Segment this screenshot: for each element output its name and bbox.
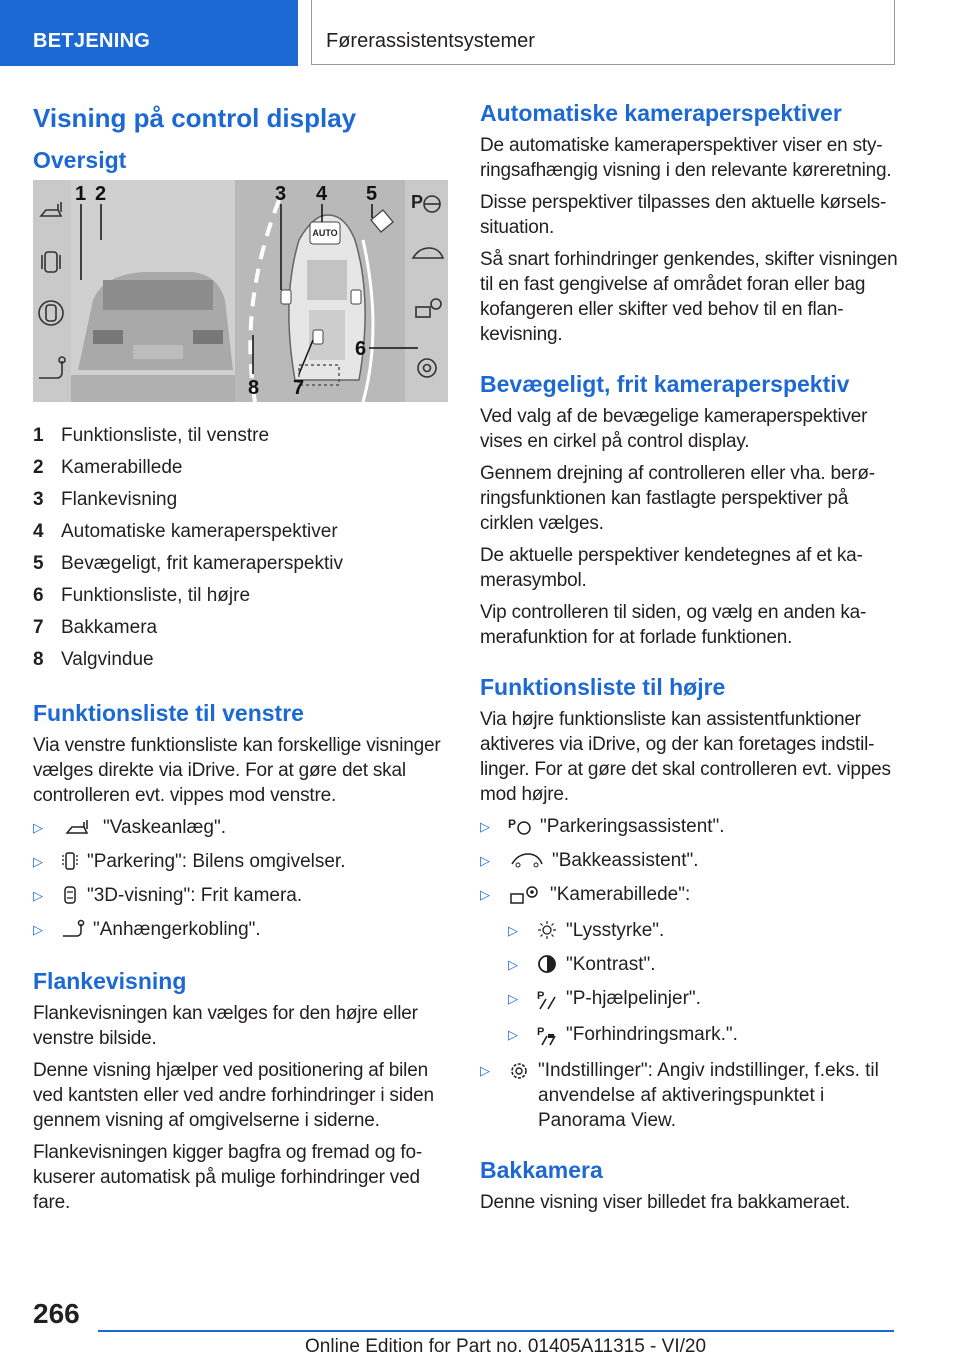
- bullet-sublist: [508, 918, 900, 1051]
- heading-oversigt: Oversigt: [33, 147, 127, 173]
- paragraph: Disse perspektiver tilpasses den aktuelle kørselssituation.: [480, 192, 887, 238]
- callout-7: 7: [293, 377, 305, 399]
- list-item: ▷ P "Forhindringsmark.".: [508, 1022, 900, 1051]
- legend-item: 8 Valgvindue: [33, 649, 154, 670]
- right-function-strip: [405, 180, 448, 402]
- legend-item: 1 Funktionsliste, til venstre: [33, 425, 270, 446]
- list-item: ▷ "Indstillinger": Angiv indstillinger, f.eks. til anvendelse af aktiveringspunktet i Panorama View.: [480, 1060, 879, 1131]
- footer-rule: [98, 1330, 894, 1332]
- list-item: ▷ "Kontrast".: [508, 952, 900, 979]
- header-chapter-tab: [311, 0, 895, 65]
- section-title: BETJENING: [33, 30, 151, 52]
- contrast-icon: [536, 954, 558, 979]
- legend-item: 2 Kamerabillede: [33, 457, 183, 478]
- paragraph: Gennem drejning af controlleren eller vha. berøringsfunktionen kan fastlagte perspektiver på cirklen vælges.: [480, 463, 876, 534]
- paragraph: Ved valg af de bevægelige kameraperspektiver vises en cirkel på control display.: [480, 406, 868, 452]
- bullet-list-settings: [480, 1058, 900, 1133]
- list-item: ▷ "Bakkeassistent".: [480, 848, 900, 875]
- paragraph: Flankevisningen kigger bagfra og fremad og fokuserer automatisk på mulige forhindringer ved fare.: [33, 1142, 423, 1213]
- hitch-icon: [61, 919, 85, 944]
- callout-2: 2: [95, 183, 107, 205]
- figure-illustration: [33, 180, 448, 402]
- p-icon: P: [411, 192, 424, 212]
- page-number: 266: [33, 1298, 80, 1329]
- callout-3: 3: [275, 183, 287, 205]
- paragraph: Via højre funktionsliste kan assistentfunktioner aktiveres via iDrive, og der kan foretages indstillinger. For at gøre det skal controlleren evt. vippes mod højre.: [480, 709, 891, 805]
- bullet-list-venstre: [33, 815, 448, 944]
- callout-1: 1: [75, 183, 87, 205]
- legend-item: 7 Bakkamera: [33, 617, 158, 638]
- washer-icon: [61, 817, 95, 842]
- gear-icon: [508, 1060, 530, 1087]
- paragraph: De automatiske kameraperspektiver viser en styringsafhængig visning i den relevante køreretning.: [480, 135, 892, 181]
- legend-list: [33, 420, 448, 676]
- page-title: Visning på control display: [33, 103, 357, 133]
- left-column: [33, 100, 448, 1222]
- hill-assist-icon: [508, 850, 544, 875]
- list-item: ▷ "Anhængerkobling".: [33, 917, 448, 944]
- heading-automatiske: Automatiske kameraperspektiver: [480, 100, 842, 126]
- legend-item: 5 Bevægeligt, frit kameraperspektiv: [33, 553, 343, 574]
- callout-5: 5: [366, 183, 378, 205]
- parking-icon: [61, 851, 79, 876]
- list-item: ▷ "Lysstyrke".: [508, 918, 900, 945]
- paragraph: Flankevisningen kan vælges for den højre eller venstre bilside.: [33, 1003, 418, 1049]
- callout-6: 6: [355, 338, 367, 360]
- right-column: [480, 100, 900, 1222]
- legend-item: 6 Funktionsliste, til højre: [33, 585, 251, 606]
- paragraph: Denne visning hjælper ved positionering af bilen ved kantsten eller ved andre forhindringer i siden gennem visning af omgivelserne i siderne.: [33, 1060, 434, 1131]
- svg-text:P: P: [537, 1026, 545, 1038]
- paragraph: Vip controlleren til siden, og vælg en anden kamerafunktion for at forlade funktionen.: [480, 602, 867, 648]
- camera-settings-icon: [508, 884, 542, 911]
- brightness-icon: [536, 920, 558, 945]
- parking-assistant-icon: [508, 816, 532, 841]
- heading-bakkamera: Bakkamera: [480, 1157, 603, 1183]
- list-item: ▷ "3D-visning": Frit kamera.: [33, 883, 448, 910]
- callout-8: 8: [248, 377, 260, 399]
- control-display-figure: [33, 180, 448, 402]
- footer-edition: Online Edition for Part no. 01405A11315 - VI/20: [305, 1336, 707, 1357]
- callout-4: 4: [316, 183, 328, 205]
- heading-funktionsliste-venstre: Funktionsliste til venstre: [33, 700, 304, 726]
- legend-item: 4 Automatiske kameraperspektiver: [33, 521, 338, 542]
- list-item: ▷ P "P-hjælpelinjer".: [508, 986, 900, 1015]
- list-item: ▷ "Vaskeanlæg".: [33, 815, 448, 842]
- list-item: ▷ "Parkering": Bilens omgivelser.: [33, 849, 448, 876]
- auto-badge: AUTO: [312, 228, 338, 238]
- 3d-view-icon: [61, 885, 79, 910]
- svg-text:P: P: [537, 990, 545, 1002]
- chapter-title: Førerassistentsystemer: [326, 30, 535, 52]
- obstacle-marking-icon: [536, 1024, 558, 1051]
- paragraph: Via venstre funktionsliste kan forskellige visninger vælges direkte via iDrive. For at gøre det skal controlleren evt. vippes mod venstre.: [33, 735, 441, 806]
- parking-lines-icon: [536, 988, 558, 1015]
- left-function-strip: [33, 180, 71, 402]
- list-item: ▷ P "Parkeringsassistent".: [480, 814, 900, 841]
- svg-text:P: P: [508, 817, 517, 831]
- paragraph: De aktuelle perspektiver kendetegnes af et kamerasymbol.: [480, 545, 863, 591]
- paragraph: Så snart forhindringer genkendes, skifter visningen til en fast gengivelse af området foran eller bag kofangeren eller skifter ved behov til en flankevisning.: [480, 249, 898, 345]
- header-section-tab: [0, 0, 298, 66]
- heading-frit-perspektiv: Bevægeligt, frit kameraperspektiv: [480, 371, 850, 397]
- paragraph: Denne visning viser billedet fra bakkameraet.: [480, 1192, 851, 1213]
- bullet-list-hojre: [480, 814, 900, 911]
- legend-item: 3 Flankevisning: [33, 489, 178, 510]
- list-item: ▷ "Kamerabillede":: [480, 882, 900, 911]
- heading-funktionsliste-hojre: Funktionsliste til højre: [480, 674, 726, 700]
- heading-flankevisning: Flankevisning: [33, 968, 187, 994]
